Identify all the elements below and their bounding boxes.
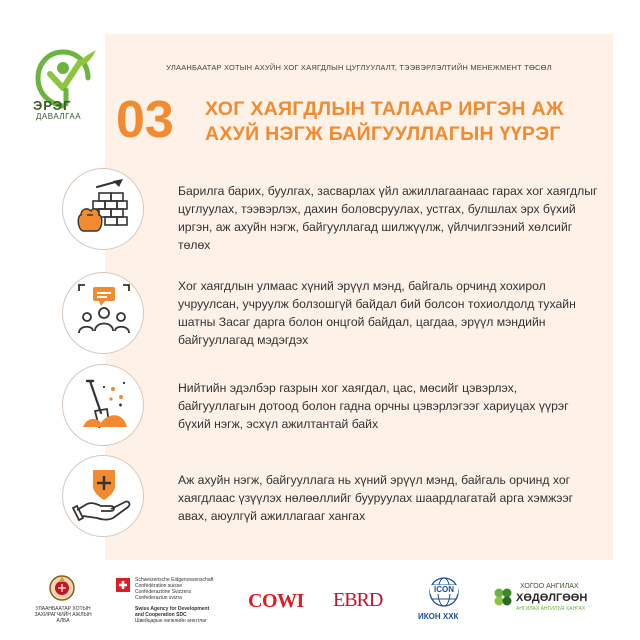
cowi-logo: COWI	[248, 590, 304, 612]
footer-sdc-text	[135, 606, 235, 624]
footer-ub-text	[18, 606, 108, 624]
page-title: ХОГ ХАЯГДЛЫН ТАЛААР ИРГЭН АЖ АХУЙ НЭГЖ БАЙГУУЛЛАГЫН ҮҮРЭГ	[205, 98, 564, 145]
section-number: 03	[116, 91, 174, 149]
ebrd-logo: EBRD	[333, 589, 383, 611]
item-text-3: Нийтийн эдэлбэр газрын хог хаягдал, цас, мөсийг цэвэрлэх, байгууллагын дотоод болон гадна орчны цэвэрлэгээг хариуцах үүрэг бүхий нэгж, эсхүл ажилтантай байх	[178, 381, 569, 431]
construction-waste-icon	[62, 168, 144, 250]
footer-ub-line-3: АЛБА	[56, 618, 70, 624]
item-text-4: Аж ахуйн нэгж, байгууллага нь хүний эрүүл мэнд, байгаль орчинд хог хаягдлаас үзүүлэх нөлөөллийг бууруулах шаардлагатай арга хэмжээг авах, аюулгүй ажиллагааг хангах	[178, 473, 574, 523]
footer-swiss-line-4: Confederaziun svizra	[135, 595, 182, 601]
footer-swiss-line-1: Schweizerische Eidgenossenschaft	[135, 577, 214, 583]
hoyo-top-text: ХОГОО АНГИЛАХ	[520, 583, 579, 590]
footer-swiss-line-2: Confédération suisse	[135, 583, 182, 589]
brand-name: ЭРЭГ	[33, 98, 72, 113]
footer-sdc-line-1: Swiss Agency for Development	[135, 606, 210, 612]
recycle-icon	[492, 586, 514, 608]
footer-sdc-line-3: Швейцарын хөгжлийн агентлаг	[135, 618, 207, 624]
hoyo-sub-text: АНГИЛАХ АНГИЛЪЯ ХАНГАХ	[516, 606, 586, 612]
hand-health-icon	[62, 455, 144, 537]
footer-sdc-line-2: and Cooperation SDC	[135, 612, 187, 618]
footer-ub-line-1: УЛААНБААТАР ХОТЫН	[35, 606, 91, 612]
swiss-flag-icon	[116, 578, 130, 592]
icon-company-name: ИКОН ХХК	[418, 612, 459, 621]
hoyo-main-text: ХӨДӨЛГӨӨН	[516, 592, 588, 604]
item-text-2: Хог хаягдлын улмаас хүний эрүүл мэнд, байгаль орчинд хохирол учруулсан, учруулж болзошгүй байдал бий болсон тохиолдолд тухайн шатны Засаг дарга болон онцгой байдал, цагдаа, эрүүл мэндийн байгууллагад мэдэгдэх	[178, 279, 576, 347]
brand-tagline: ДАВАЛГАА	[36, 112, 82, 121]
footer-swiss-text	[135, 577, 235, 601]
ub-emblem-icon	[48, 572, 76, 602]
people-report-icon	[62, 272, 144, 354]
shovel-snow-icon	[62, 364, 144, 446]
footer-swiss-line-3: Confederazione Svizzera	[135, 589, 191, 595]
item-text-1: Барилга барих, буулгах, засварлах үйл ажиллагаанаас гарах хог хаягдлыг цуглуулах, тээвэрлэх, дахин боловсруулах, устгах, булшлах эрх бүхий иргэн, аж ахуйн нэгж, байгууллагад шилжүүлж, үйлчилгээний хөлсийг төлөх	[178, 184, 598, 252]
footer-ub-line-2: ЗАХИРАГЧИЙН АЖЛЫН	[34, 612, 92, 618]
project-title: УЛААНБААТАР ХОТЫН АХУЙН ХОГ ХАЯГДЛЫН ЦУГЛУУЛАЛТ, ТЭЭВЭРЛЭЛТИЙН МЕНЕЖМЕНТ ТӨСӨЛ	[166, 63, 552, 72]
icon-logo-text: ICON	[430, 585, 458, 594]
